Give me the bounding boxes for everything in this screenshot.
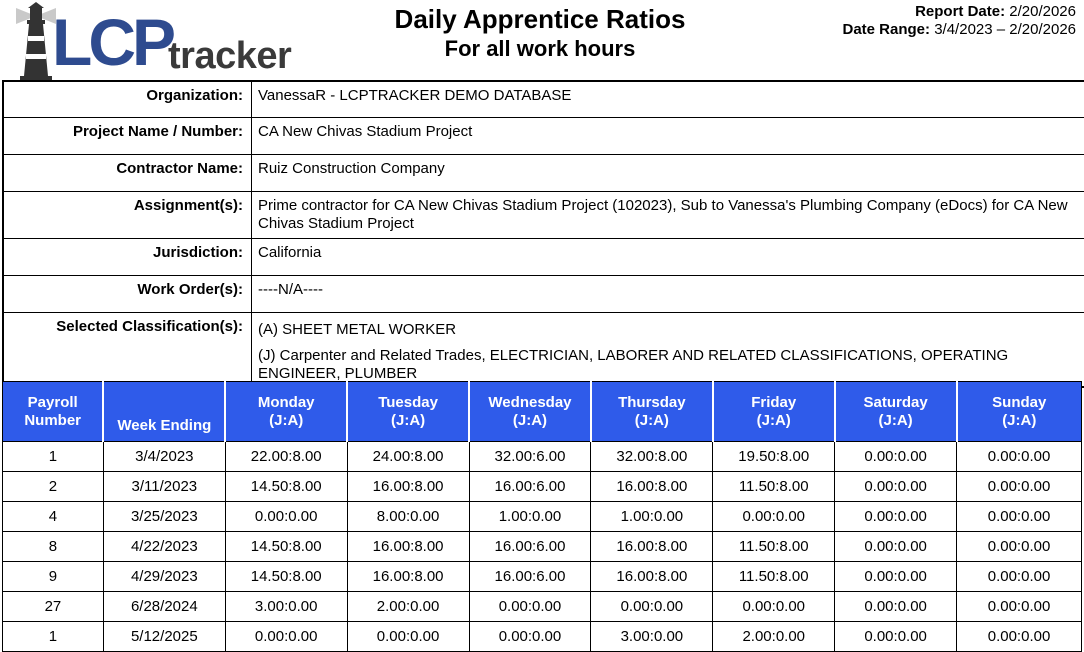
table-row: [3, 592, 1082, 622]
table-row: [3, 532, 1082, 562]
project-row: [4, 118, 1084, 155]
assignments-row: [4, 192, 1084, 239]
table-row: [3, 622, 1082, 652]
table-row: [3, 562, 1082, 592]
cell-monday: 14.50:8.00: [225, 532, 347, 562]
cell-sunday: 0.00:0.00: [957, 532, 1082, 562]
report-date-value: 2/20/2026: [1009, 3, 1076, 20]
report-header: [0, 0, 1084, 82]
cell-week-ending: 3/25/2023: [103, 502, 225, 532]
cell-monday: 0.00:0.00: [225, 622, 347, 652]
work-orders-label: Work Order(s):: [4, 276, 252, 312]
cell-tuesday: 8.00:0.00: [347, 502, 469, 532]
cell-saturday: 0.00:0.00: [835, 502, 957, 532]
cell-wednesday: 16.00:6.00: [469, 532, 591, 562]
organization-label: Organization:: [4, 82, 252, 117]
cell-tuesday: 16.00:8.00: [347, 532, 469, 562]
col-header-wednesday: Wednesday (J:A): [469, 382, 591, 442]
cell-week-ending: 3/4/2023: [103, 442, 225, 472]
assignments-value: Prime contractor for CA New Chivas Stadium Project (102023), Sub to Vanessa's Plumbing Company (eDocs) for CA New Chivas Stadium Project: [258, 197, 1068, 232]
cell-tuesday: 2.00:0.00: [347, 592, 469, 622]
date-range-value: 3/4/2023 – 2/20/2026: [934, 21, 1076, 38]
classifications-label: Selected Classification(s):: [4, 313, 252, 386]
cell-payroll-number: 1: [3, 442, 104, 472]
jurisdiction-value: California: [258, 244, 322, 261]
cell-wednesday: 32.00:6.00: [469, 442, 591, 472]
cell-payroll-number: 8: [3, 532, 104, 562]
col-header-week-ending: Week Ending: [103, 382, 225, 442]
ratios-table: [2, 381, 1082, 652]
classifications-value: [252, 313, 1084, 386]
cell-monday: 14.50:8.00: [225, 472, 347, 502]
cell-saturday: 0.00:0.00: [835, 532, 957, 562]
report-subtitle: For all work hours: [444, 36, 636, 61]
cell-payroll-number: 1: [3, 622, 104, 652]
cell-saturday: 0.00:0.00: [835, 592, 957, 622]
cell-friday: 11.50:8.00: [713, 562, 835, 592]
report-title: Daily Apprentice Ratios: [394, 4, 686, 34]
cell-tuesday: 0.00:0.00: [347, 622, 469, 652]
cell-sunday: 0.00:0.00: [957, 442, 1082, 472]
classifications-row: [4, 313, 1084, 386]
cell-week-ending: 4/22/2023: [103, 532, 225, 562]
cell-tuesday: 16.00:8.00: [347, 472, 469, 502]
cell-thursday: 0.00:0.00: [591, 592, 713, 622]
cell-payroll-number: 4: [3, 502, 104, 532]
report-date-label: Report Date:: [915, 3, 1006, 20]
cell-payroll-number: 2: [3, 472, 104, 502]
cell-monday: 0.00:0.00: [225, 502, 347, 532]
cell-tuesday: 16.00:8.00: [347, 562, 469, 592]
contractor-value: Ruiz Construction Company: [258, 160, 445, 177]
cell-thursday: 1.00:0.00: [591, 502, 713, 532]
cell-wednesday: 16.00:6.00: [469, 562, 591, 592]
col-header-tuesday: Tuesday (J:A): [347, 382, 469, 442]
report-date-line: [843, 3, 1077, 21]
cell-week-ending: 3/11/2023: [103, 472, 225, 502]
cell-thursday: 16.00:8.00: [591, 562, 713, 592]
cell-sunday: 0.00:0.00: [957, 622, 1082, 652]
cell-monday: 14.50:8.00: [225, 562, 347, 592]
cell-sunday: 0.00:0.00: [957, 502, 1082, 532]
logo-lcp-text: LCP: [52, 5, 172, 79]
cell-sunday: 0.00:0.00: [957, 562, 1082, 592]
cell-wednesday: 0.00:0.00: [469, 622, 591, 652]
project-value: CA New Chivas Stadium Project: [258, 123, 473, 140]
cell-sunday: 0.00:0.00: [957, 592, 1082, 622]
col-header-saturday: Saturday (J:A): [835, 382, 957, 442]
project-label: Project Name / Number:: [4, 118, 252, 154]
table-row: [3, 472, 1082, 502]
col-header-monday: Monday (J:A): [225, 382, 347, 442]
cell-week-ending: 4/29/2023: [103, 562, 225, 592]
cell-friday: 19.50:8.00: [713, 442, 835, 472]
report-meta: [843, 3, 1077, 39]
cell-payroll-number: 9: [3, 562, 104, 592]
col-header-thursday: Thursday (J:A): [591, 382, 713, 442]
jurisdiction-row: [4, 239, 1084, 276]
contractor-label: Contractor Name:: [4, 155, 252, 191]
cell-friday: 11.50:8.00: [713, 472, 835, 502]
table-row: [3, 442, 1082, 472]
cell-week-ending: 5/12/2025: [103, 622, 225, 652]
report-info-block: [2, 80, 1084, 388]
cell-wednesday: 1.00:0.00: [469, 502, 591, 532]
cell-friday: 0.00:0.00: [713, 592, 835, 622]
col-header-payroll-number: Payroll Number: [3, 382, 104, 442]
work-orders-value: ----N/A----: [258, 281, 323, 298]
jurisdiction-label: Jurisdiction:: [4, 239, 252, 275]
organization-row: [4, 82, 1084, 118]
col-header-sunday: Sunday (J:A): [957, 382, 1082, 442]
cell-saturday: 0.00:0.00: [835, 562, 957, 592]
cell-friday: 0.00:0.00: [713, 502, 835, 532]
cell-thursday: 32.00:8.00: [591, 442, 713, 472]
cell-sunday: 0.00:0.00: [957, 472, 1082, 502]
classification-j: (J) Carpenter and Related Trades, ELECTRICIAN, LABORER AND RELATED CLASSIFICATIONS, OPERATING ENGINEER, PLUMBER: [258, 347, 1009, 382]
cell-wednesday: 0.00:0.00: [469, 592, 591, 622]
cell-week-ending: 6/28/2024: [103, 592, 225, 622]
cell-monday: 3.00:0.00: [225, 592, 347, 622]
work-orders-row: [4, 276, 1084, 313]
cell-friday: 2.00:0.00: [713, 622, 835, 652]
date-range-label: Date Range:: [842, 21, 931, 38]
col-header-friday: Friday (J:A): [713, 382, 835, 442]
organization-value: VanessaR - LCPTRACKER DEMO DATABASE: [258, 87, 572, 104]
logo-tracker-text: tracker: [168, 35, 292, 77]
cell-tuesday: 24.00:8.00: [347, 442, 469, 472]
cell-monday: 22.00:8.00: [225, 442, 347, 472]
cell-wednesday: 16.00:6.00: [469, 472, 591, 502]
cell-friday: 11.50:8.00: [713, 532, 835, 562]
cell-payroll-number: 27: [3, 592, 104, 622]
cell-saturday: 0.00:0.00: [835, 472, 957, 502]
classification-a: (A) SHEET METAL WORKER: [258, 321, 457, 338]
table-row: [3, 502, 1082, 532]
lcptracker-logo: [14, 2, 299, 80]
date-range-line: [843, 21, 1077, 39]
contractor-row: [4, 155, 1084, 192]
assignments-label: Assignment(s):: [4, 192, 252, 238]
table-header-row: [3, 382, 1082, 442]
cell-saturday: 0.00:0.00: [835, 622, 957, 652]
cell-thursday: 16.00:8.00: [591, 472, 713, 502]
cell-thursday: 3.00:0.00: [591, 622, 713, 652]
cell-saturday: 0.00:0.00: [835, 442, 957, 472]
cell-thursday: 16.00:8.00: [591, 532, 713, 562]
